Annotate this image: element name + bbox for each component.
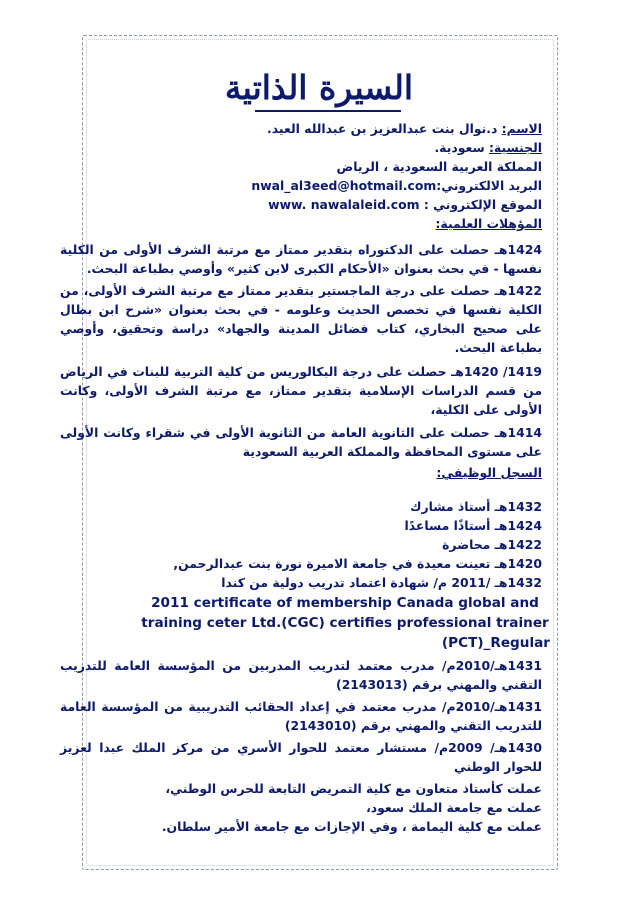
nationality-line (60, 138, 542, 157)
career-item: 1432هـ /2011 م/ شهادة اعتماد تدريب دولية من كندا (221, 575, 542, 590)
email-label: البريد الالكتروني: (436, 178, 542, 193)
website-line (60, 195, 542, 214)
nationality-value: سعودية. (434, 140, 489, 155)
career-item: 1431هـ/2010م/ مدرب معتمد في إعداد الحقائب التدريبية من المؤسسة العامة للتدريب التقني والمهني برقم (2143010) (60, 699, 542, 733)
career-item: 1430هـ/ 2009م/ مستشار معتمد للحوار الأسري من مركز الملك عبدا لعزيز للحوار الوطني (60, 740, 542, 774)
career-item: عملت مع كلية اليمامة ، وفي الإجازات مع جامعة الأمير سلطان. (161, 819, 542, 834)
qualification-item: 1414هـ حصلت على الثانوية العامة من الثانوية الأولى في شقراء وكانت الأولى على مستوى المحافظة والمملكة العربية السعودية (60, 425, 542, 459)
page-title: السيرة الذاتية (224, 68, 414, 107)
website-label: الموقع الإلكتروني : (423, 197, 542, 212)
qualification-item: 1419/ 1420هـ حصلت على درجة البكالوريس من كلية التربية للبنات في الرياض من قسم الدراسات الإسلامية بتقدير ممتاز، مع مرتبة الشرف الأولى، وكانت الأولى على الكلية، (60, 364, 542, 417)
career-item: عملت كأستاذ متعاون مع كلية التمريض التابعة للحرس الوطني، (165, 781, 542, 796)
website-link[interactable]: www. nawalaleid.com (268, 197, 420, 212)
career-item: 1424هـ أستاذًا مساعدًا (404, 518, 542, 533)
certificate-line: training ceter Ltd.(CGC) certifies professional trainer (141, 615, 549, 631)
qualification-item: 1422هـ حصلت على درجة الماجستير بتقدير ممتاز مع مرتبة الشرف الأولى، من الكلية نفسها في تخصص الحديث وعلومه - في بحث بعنوان «شرح ابن بطال على صحيح البخاري، كتاب فضائل المدينة والجهاد» دراسة وتحقيق، وأوصي بطباعة البحث. (60, 283, 542, 355)
email-link[interactable]: nwal_al3eed@hotmail.com (251, 178, 437, 193)
qualifications-heading: المؤهلات العلمية: (435, 216, 542, 231)
title-underline (255, 110, 401, 112)
email-line (60, 176, 542, 195)
career-item: 1431هـ/2010م/ مدرب معتمد لتدريب المدربين من المؤسسة العامة للتدريب التقني والمهني برقم (2143013) (60, 658, 542, 692)
name-line (60, 119, 542, 138)
career-item: 1420هـ تعينت معيدة في جامعة الاميرة نورة بنت عبدالرحمن, (173, 556, 542, 571)
certificate-line: (PCT)_Regular (441, 635, 550, 651)
nationality-label: الجنسية: (488, 140, 542, 155)
career-heading: السجل الوظيفي: (436, 465, 542, 480)
career-item: 1422هـ محاضرة (442, 537, 542, 552)
location-line: المملكة العربية السعودية ، الرياض (336, 159, 542, 174)
qualification-item: 1424هـ حصلت على الدكتوراه بتقدير ممتاز مع مرتبة الشرف الأولى من الكلية نفسها - في بحث بعنوان «الأحكام الكبرى لابن كثير» وأوصي بطباعة البحث. (60, 242, 542, 276)
name-label: الاسم: (501, 121, 542, 136)
certificate-line: 2011 certificate of membership Canada global and (151, 595, 539, 611)
career-item: 1432هـ أستاذ مشارك (410, 499, 542, 514)
name-value: د.نوال بنت عبدالعزيز بن عبدالله العيد. (267, 121, 502, 136)
career-item: عملت مع جامعة الملك سعود، (366, 800, 542, 815)
